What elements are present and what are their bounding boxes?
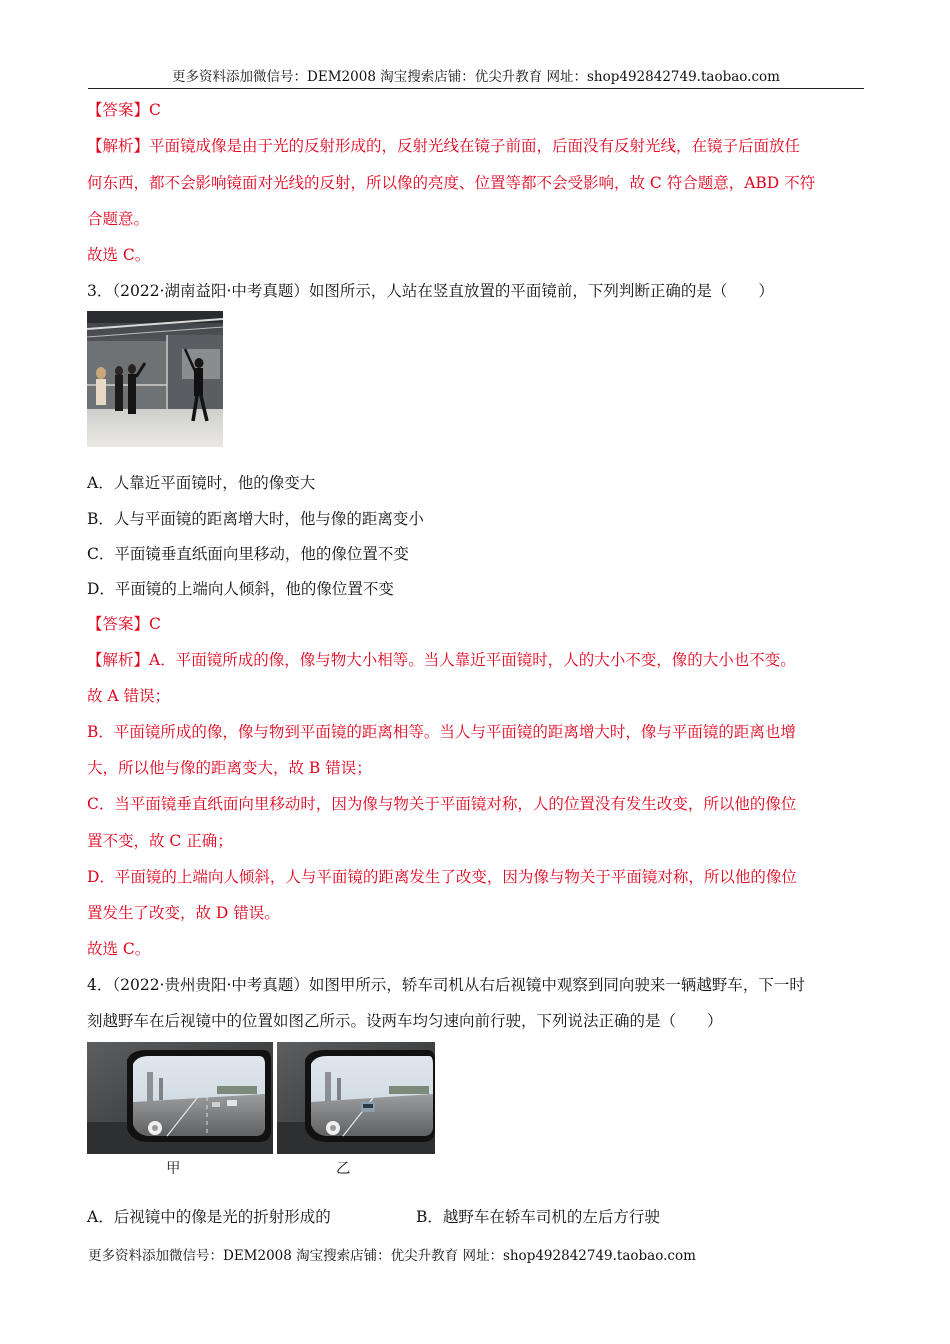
- figure-caption-right: 乙: [336, 1161, 351, 1177]
- q4-stem-line-1: 4．（2022·贵州贵阳·中考真题）如图甲所示，轿车司机从右后视镜中观察到同向驶来一辆越野车，下一时: [87, 976, 805, 994]
- dance-mirror-illustration: [87, 311, 223, 447]
- q3-option-a: A．人靠近平面镜时，他的像变大: [87, 474, 316, 492]
- page-header: 更多资料添加微信号：DEM2008 淘宝搜索店铺：优尖升教育 网址：shop492842749.taobao.com: [172, 69, 780, 85]
- q3-conclusion: 故选 C。: [87, 940, 151, 958]
- q3-analysis-line-2: 故 A 错误；: [87, 687, 171, 705]
- dance-mirror-photo: [87, 311, 223, 447]
- q3-analysis-line-8: 置发生了改变，故 D 错误。: [87, 904, 280, 922]
- q3-analysis-line-7: D．平面镜的上端向人倾斜，人与平面镜的距离发生了改变，因为像与物关于平面镜对称，所以他的像位: [87, 868, 797, 886]
- q3-analysis-line-3: B．平面镜所成的像，像与物到平面镜的距离相等。当人与平面镜的距离增大时，像与平面镜的距离也增: [87, 723, 796, 741]
- q3-option-b: B．人与平面镜的距离增大时，他与像的距离变小: [87, 510, 424, 528]
- header-rule: [88, 88, 864, 89]
- rear-mirror-figure: [87, 1042, 435, 1154]
- mirror-left: [87, 1042, 273, 1154]
- q2-answer: 【答案】C: [87, 101, 161, 119]
- figure-caption-left: 甲: [166, 1161, 181, 1177]
- q3-analysis-line-5: C．当平面镜垂直纸面向里移动时，因为像与物关于平面镜对称，人的位置没有发生改变，所以他的像位: [87, 795, 797, 813]
- q2-analysis-line-2: 何东西，都不会影响镜面对光线的反射，所以像的亮度、位置等都不会受影响，故 C 符合题意，ABD 不符: [87, 174, 816, 192]
- q3-answer: 【答案】C: [87, 615, 161, 633]
- rear-mirror-illustration: [87, 1042, 435, 1154]
- q3-analysis-line-1: 【解析】A．平面镜所成的像，像与物大小相等。当人靠近平面镜时，人的大小不变，像的大小也不变。: [87, 651, 796, 669]
- mirror-right: [277, 1042, 435, 1154]
- q2-conclusion: 故选 C。: [87, 246, 151, 264]
- q3-stem: 3．（2022·湖南益阳·中考真题）如图所示，人站在竖直放置的平面镜前，下列判断正确的是（ ）: [87, 282, 774, 300]
- q4-option-b: B．越野车在轿车司机的左后方行驶: [416, 1208, 660, 1226]
- page-footer: 更多资料添加微信号：DEM2008 淘宝搜索店铺：优尖升教育 网址：shop492842749.taobao.com: [88, 1248, 696, 1264]
- q3-option-c: C．平面镜垂直纸面向里移动，他的像位置不变: [87, 545, 409, 563]
- q3-analysis-line-4: 大，所以他与像的距离变大，故 B 错误；: [87, 759, 372, 777]
- q4-option-a: A．后视镜中的像是光的折射形成的: [87, 1208, 331, 1226]
- q2-analysis-line-3: 合题意。: [87, 210, 150, 228]
- q2-analysis-line-1: 【解析】平面镜成像是由于光的反射形成的，反射光线在镜子前面，后面没有反射光线，在镜子后面放任: [87, 137, 801, 155]
- q4-stem-line-2: 刻越野车在后视镜中的位置如图乙所示。设两车均匀速向前行驶，下列说法正确的是（ ）: [87, 1012, 723, 1030]
- q3-analysis-line-6: 置不变，故 C 正确；: [87, 832, 233, 850]
- q3-option-d: D．平面镜的上端向人倾斜，他的像位置不变: [87, 580, 394, 598]
